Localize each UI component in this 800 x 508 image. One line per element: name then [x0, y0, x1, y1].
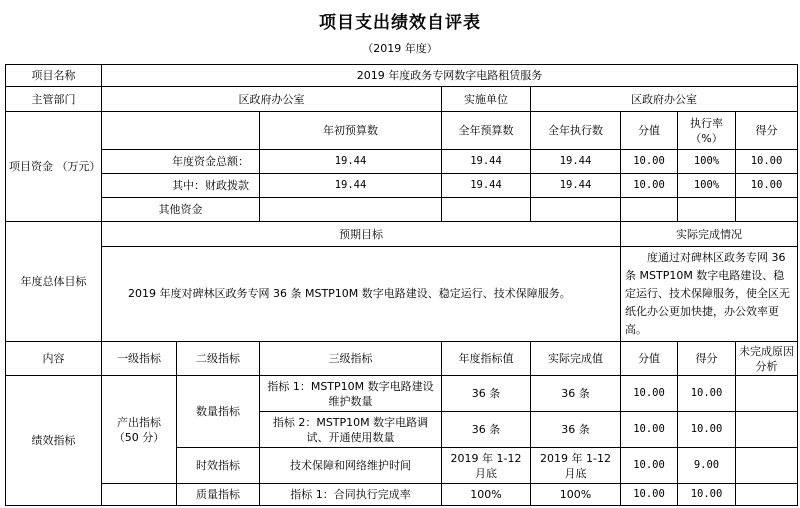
funds-label: 项目资金 （万元） [6, 112, 102, 222]
funds-header: 全年预算数 [442, 112, 531, 150]
funds-header: 分值 [621, 112, 678, 150]
funds-cell: 100% [678, 150, 736, 174]
score-value: 10.00 [621, 376, 678, 412]
impl-value: 区政府办公室 [531, 87, 798, 112]
level1-indicator: 产出指标（50 分） [102, 376, 177, 484]
level1-indicator-cont [102, 484, 177, 506]
project-name-value: 2019 年度政务专网数字电路租赁服务 [102, 65, 798, 87]
dept-label: 主管部门 [6, 87, 102, 112]
funds-cell [260, 198, 442, 222]
funds-header: 得分 [736, 112, 798, 150]
funds-cell [736, 198, 798, 222]
funds-row-label: 其他资金 [102, 198, 260, 222]
section-label: 绩效指标 [6, 376, 102, 506]
impl-label: 实施单位 [442, 87, 531, 112]
expected-goal-header: 预期目标 [102, 222, 621, 247]
dept-value: 区政府办公室 [102, 87, 442, 112]
funds-cell [442, 198, 531, 222]
indicator-header: 三级指标 [260, 342, 442, 376]
funds-cell [678, 198, 736, 222]
funds-cell: 19.44 [260, 174, 442, 198]
funds-header: 执行率（%） [678, 112, 736, 150]
actual-result-header: 实际完成情况 [621, 222, 798, 247]
level3-indicator: 技术保障和网络维护时间 [260, 448, 442, 484]
level2-indicator: 数量指标 [177, 376, 260, 448]
actual-value: 100% [531, 484, 621, 506]
page-subtitle: （2019 年度） [362, 42, 438, 55]
score: 9.00 [678, 448, 736, 484]
level3-indicator: 指标 1：MSTP10M 数字电路建设维护数量 [260, 376, 442, 412]
target-value: 100% [442, 484, 531, 506]
funds-cell: 19.44 [531, 174, 621, 198]
funds-header: 年初预算数 [260, 112, 442, 150]
score: 10.00 [678, 412, 736, 448]
goals-label: 年度总体目标 [6, 222, 102, 342]
target-value: 36 条 [442, 412, 531, 448]
funds-header: 全年执行数 [531, 112, 621, 150]
indicator-header: 得分 [678, 342, 736, 376]
funds-row-label: 年度资金总额： [102, 150, 260, 174]
reason [736, 448, 798, 484]
level3-indicator: 指标 2：MSTP10M 数字电路调试、开通使用数量 [260, 412, 442, 448]
funds-corner [102, 112, 260, 150]
actual-result-text: 度通过对碑林区政务专网 36 条 MSTP10M 数字电路建设、稳定运行、技术保障服务，使全区无纸化办公更加快捷，办公效率更高。 [621, 247, 798, 342]
actual-value: 36 条 [531, 376, 621, 412]
funds-cell: 10.00 [736, 174, 798, 198]
score-value: 10.00 [621, 412, 678, 448]
funds-cell [531, 198, 621, 222]
score: 10.00 [678, 484, 736, 506]
indicator-header: 实际完成值 [531, 342, 621, 376]
level3-indicator: 指标 1：合同执行完成率 [260, 484, 442, 506]
funds-cell: 100% [678, 174, 736, 198]
page-title: 项目支出绩效自评表 [319, 13, 481, 33]
indicator-header: 年度指标值 [442, 342, 531, 376]
evaluation-table [5, 64, 798, 506]
score: 10.00 [678, 376, 736, 412]
funds-row-label: 其中：财政拨款 [102, 174, 260, 198]
funds-cell: 10.00 [736, 150, 798, 174]
funds-cell: 19.44 [442, 150, 531, 174]
actual-value: 36 条 [531, 412, 621, 448]
funds-cell: 10.00 [621, 150, 678, 174]
indicator-header: 分值 [621, 342, 678, 376]
actual-value: 2019 年 1-12 月底 [531, 448, 621, 484]
score-value: 10.00 [621, 484, 678, 506]
reason [736, 376, 798, 412]
target-value: 2019 年 1-12 月底 [442, 448, 531, 484]
funds-cell: 10.00 [621, 174, 678, 198]
reason [736, 484, 798, 506]
reason [736, 412, 798, 448]
level2-indicator: 质量指标 [177, 484, 260, 506]
indicator-header: 一级指标 [102, 342, 177, 376]
score-value: 10.00 [621, 448, 678, 484]
indicator-header: 内容 [6, 342, 102, 376]
funds-cell [621, 198, 678, 222]
expected-goal-text: 2019 年度对碑林区政务专网 36 条 MSTP10M 数字电路建设、稳定运行、技术保障服务。 [102, 247, 621, 342]
funds-cell: 19.44 [531, 150, 621, 174]
target-value: 36 条 [442, 376, 531, 412]
funds-cell: 19.44 [442, 174, 531, 198]
indicator-header: 未完成原因分析 [736, 342, 798, 376]
project-name-label: 项目名称 [6, 65, 102, 87]
level2-indicator: 时效指标 [177, 448, 260, 484]
indicator-header: 二级指标 [177, 342, 260, 376]
funds-cell: 19.44 [260, 150, 442, 174]
